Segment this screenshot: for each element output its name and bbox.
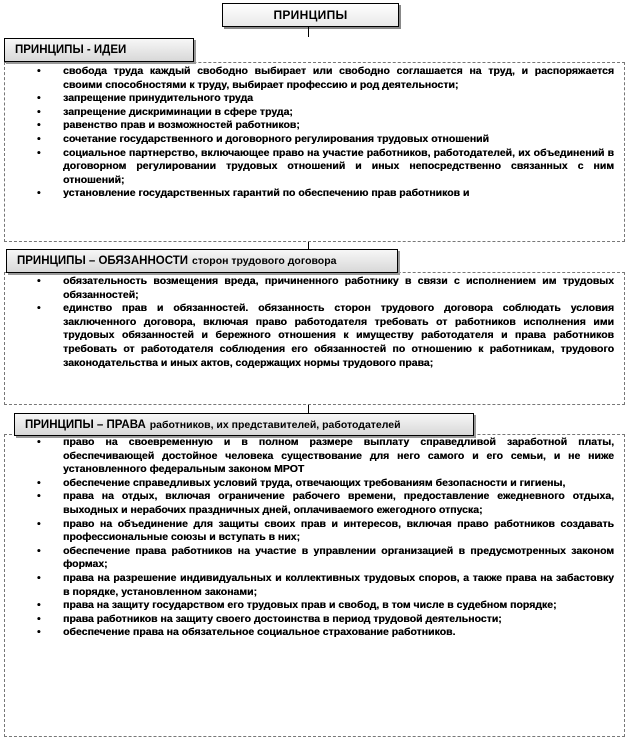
- section-header-duties: ПРИНЦИПЫ – ОБЯЗАННОСТИ сторон трудового договора: [6, 249, 398, 273]
- bullet-icon: •: [37, 491, 41, 503]
- section-header-ideas: ПРИНЦИПЫ - ИДЕИ: [4, 38, 194, 62]
- list-item: • обеспечение права работников на участие в управлении организацией в предусмотренных законом формах;: [37, 544, 614, 571]
- list-item: • свобода труда каждый свободно выбирает или свободно соглашается на труд, и распоряжается своими способностями к труду, выбирает профессию и род деятельности;: [37, 65, 614, 91]
- list-item: • права работников на защиту своего достоинства в период трудовой деятельности;: [37, 612, 502, 625]
- list-item: • права на защиту государством его трудовых прав и свобод, в том числе в судебном порядке;: [37, 599, 557, 612]
- section-header-rights: ПРИНЦИПЫ – ПРАВА работников, их представителей, работодателей: [14, 413, 474, 436]
- list-item: • запрещение принудительного труда: [37, 92, 253, 105]
- main-title: ПРИНЦИПЫ: [222, 3, 399, 27]
- list-item: • запрещение дискриминации в сфере труда;: [37, 105, 293, 118]
- section-duties: [4, 272, 625, 405]
- bullet-icon: •: [37, 276, 41, 287]
- list-item: • обеспечение справедливых условий труда, отвечающих требованиям безопасности и гигиены,: [37, 476, 566, 489]
- list-item: • право на своевременную и в полном размере выплату справедливой заработной платы, обеспечивающей достойное человека существование для него самого и его семьи, и не ниже установленного федеральным законом МРОТ: [37, 436, 614, 476]
- bullet-icon: •: [37, 303, 41, 315]
- list-item: • права на разрешение индивидуальных и коллективных трудовых споров, а также права на забастовку в порядке, установленном законами;: [37, 571, 614, 598]
- bullet-icon: •: [37, 627, 41, 639]
- bullet-icon: •: [37, 545, 41, 557]
- bullet-icon: •: [37, 572, 41, 584]
- bullet-icon: •: [37, 147, 41, 159]
- bullet-icon: •: [37, 437, 41, 448]
- list-item: • права на отдых, включая ограничение рабочего времени, предоставление ежедневного отдыха, выходных и нерабочих праздничных дней, оплачиваемого ежегодного отпуска;: [37, 490, 614, 516]
- list-item: • сочетание государственного и договорного регулирования трудовых отношений: [37, 132, 489, 145]
- list-item: • обеспечение права на обязательное социальное страхование работников.: [37, 626, 456, 639]
- bullet-icon: •: [37, 133, 41, 145]
- bullet-icon: •: [37, 188, 41, 200]
- bullet-icon: •: [37, 106, 41, 118]
- duties-list: [5, 275, 624, 370]
- bullet-icon: •: [37, 518, 41, 530]
- bullet-icon: •: [37, 93, 41, 105]
- list-item: • установление государственных гарантий по обеспечению прав работников и: [37, 187, 470, 200]
- ideas-list: [5, 65, 624, 201]
- section-rights: [4, 434, 625, 737]
- connector-line: [308, 27, 309, 37]
- list-item: • единство прав и обязанностей. обязанность сторон трудового договора соблюдать условия заключенного договора, включая право работодателя требовать от работников исполнения ими трудовых обязанностей и бережного отношения к имуществу работодателя и права работников требовать от работодателя соблюдения его обязанностей по отношению к работникам, трудового законодательства и иных актов, содержащих нормы трудового права;: [37, 302, 614, 369]
- bullet-icon: •: [37, 477, 41, 489]
- bullet-icon: •: [37, 120, 41, 132]
- list-item: • социальное партнерство, включающее право на участие работников, работодателей, их объединений в договорном регулировании трудовых отношений и иных непосредственно связанных с ним отношений;: [37, 146, 614, 186]
- list-item: • равенство прав и возможностей работников;: [37, 119, 300, 132]
- list-item: • обязательность возмещения вреда, причиненного работнику в связи с исполнением им трудовых обязанностей;: [37, 275, 614, 301]
- rights-list: [5, 436, 624, 640]
- bullet-icon: •: [37, 600, 41, 612]
- section-ideas: [4, 62, 625, 242]
- bullet-icon: •: [37, 613, 41, 625]
- bullet-icon: •: [37, 66, 41, 77]
- list-item: • право на объединение для защиты своих прав и интересов, включая право работников создавать профессиональные союзы и вступать в них;: [37, 517, 614, 544]
